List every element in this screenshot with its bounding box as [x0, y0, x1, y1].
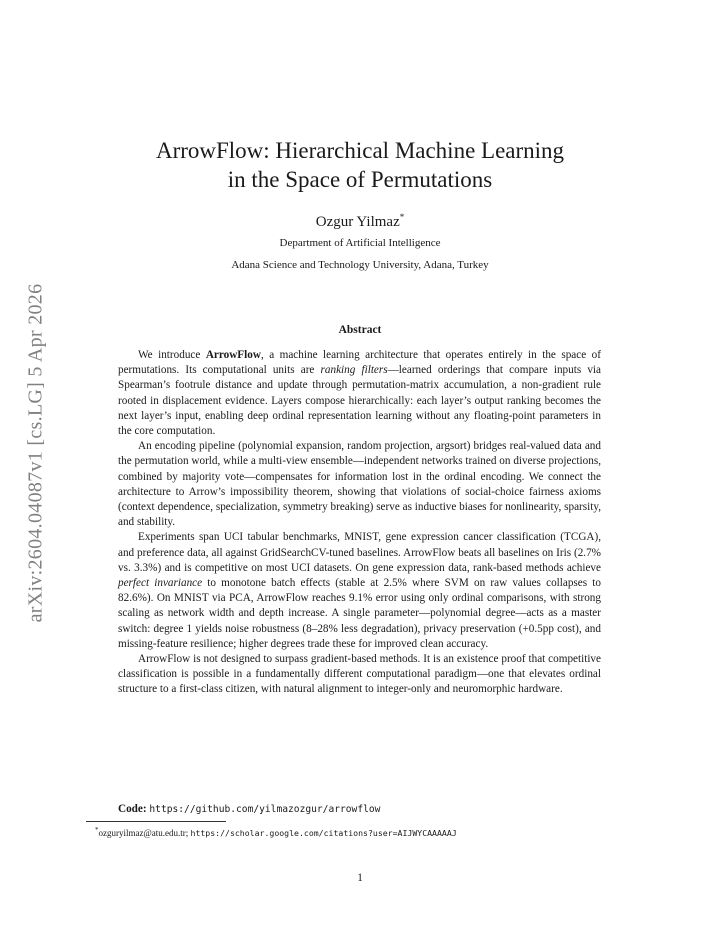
author-footnote-mark: * — [399, 212, 405, 222]
arxiv-identifier: arXiv:2604.04087v1 [cs.LG] 5 Apr 2026 — [24, 283, 47, 622]
affiliation-university: Adana Science and Technology University, Adana, Turkey — [231, 259, 489, 271]
abstract-p3-text-c: to monotone batch effects (stable at 2.5% where SVM on raw values collapses to 82.6%). On MNIST via PCA, ArrowFlow reaches 9.1% error using only ordinal comparisons, with strong scaling as network width and depth increase. A single parameter—polynomial degree—acts as a master switch: degree 1 yields noise robustness (8–28% less degradation), privacy preservation (+0.5pp cost), and missing-feature resilience; higher degrees trade these for improved clean accuracy. — [118, 577, 601, 650]
title-line-2: in the Space of Permutations — [227, 167, 493, 192]
footnote-scholar-link[interactable]: https://scholar.google.com/citations?user=AIJWYCAAAAAJ — [190, 828, 457, 838]
code-label: Code: — [118, 803, 147, 815]
abstract-body — [118, 348, 601, 698]
author-name: Ozgur Yilmaz — [315, 214, 400, 230]
code-line — [118, 803, 380, 815]
footnote-rule — [86, 821, 226, 822]
abstract-p1-text-a: We introduce — [138, 349, 206, 361]
abstract-heading: Abstract — [338, 324, 382, 336]
abstract-p1-text-c: , a machine learning architecture that operates entirely in the space of permutations. Its computational units are — [118, 349, 601, 377]
abstract-p1-italic-term: ranking filters — [320, 364, 388, 377]
page-number: 1 — [357, 872, 363, 884]
author — [0, 212, 720, 231]
title-line-1: ArrowFlow: Hierarchical Machine Learning — [155, 138, 565, 163]
abstract-p3-text-a: Experiments span UCI tabular benchmarks, MNIST, gene expression cancer classification (TCGA), and preference data, all against GridSearchCV-tuned baselines. ArrowFlow beats all baselines on Iris (2.7% vs. 3.3%) and is competitive on most UCI datasets. On gene expression data, rank-based methods achieve — [118, 531, 601, 574]
paper-title — [0, 136, 720, 194]
arxiv-side-stamp — [21, 265, 51, 640]
footnote — [95, 826, 457, 838]
abstract-p1-text-e: —learned orderings that compare inputs via Spearman’s footrule distance and update through permutation-matrix accumulation, a non-gradient rule rooted in displacement evidence. Layers compose hierarchically: each layer’s output ranking becomes the next layer’s input, enabling deep ordinal representation learning without any floating-point parameters in the core computation. — [118, 364, 601, 438]
abstract-p1-bold-name: ArrowFlow — [205, 349, 261, 361]
abstract-p3-italic-term: perfect invariance — [118, 577, 203, 590]
abstract-paragraph-4: ArrowFlow is not designed to surpass gradient-based methods. It is an existence proof that competitive classification is possible in a fundamentally different computational paradigm—one that elevates ordinal structure to a first-class citizen, with natural alignment to integer-only and neuromorphic hardware. — [118, 653, 601, 696]
code-link[interactable]: https://github.com/yilmazozgur/arrowflow — [149, 804, 381, 815]
abstract-paragraph-1 — [118, 348, 601, 439]
footnote-mark: * — [95, 826, 99, 834]
abstract-paragraph-3 — [118, 530, 601, 652]
affiliation-department: Department of Artificial Intelligence — [279, 237, 441, 249]
footnote-email[interactable]: ozguryilmaz@atu.edu.tr; — [98, 828, 189, 838]
abstract-paragraph-2: An encoding pipeline (polynomial expansion, random projection, argsort) bridges real-valued data and the permutation world, while a multi-view ensemble—independent networks trained on diverse projections, combined by majority vote—compensates for information lost in the ordinal encoding. We connect the architecture to Arrow’s impossibility theorem, showing that violations of social-choice fairness axioms (context dependence, specialization, symmetry breaking) serve as inductive biases for nonlinearity, sparsity, and stability. — [118, 440, 601, 529]
